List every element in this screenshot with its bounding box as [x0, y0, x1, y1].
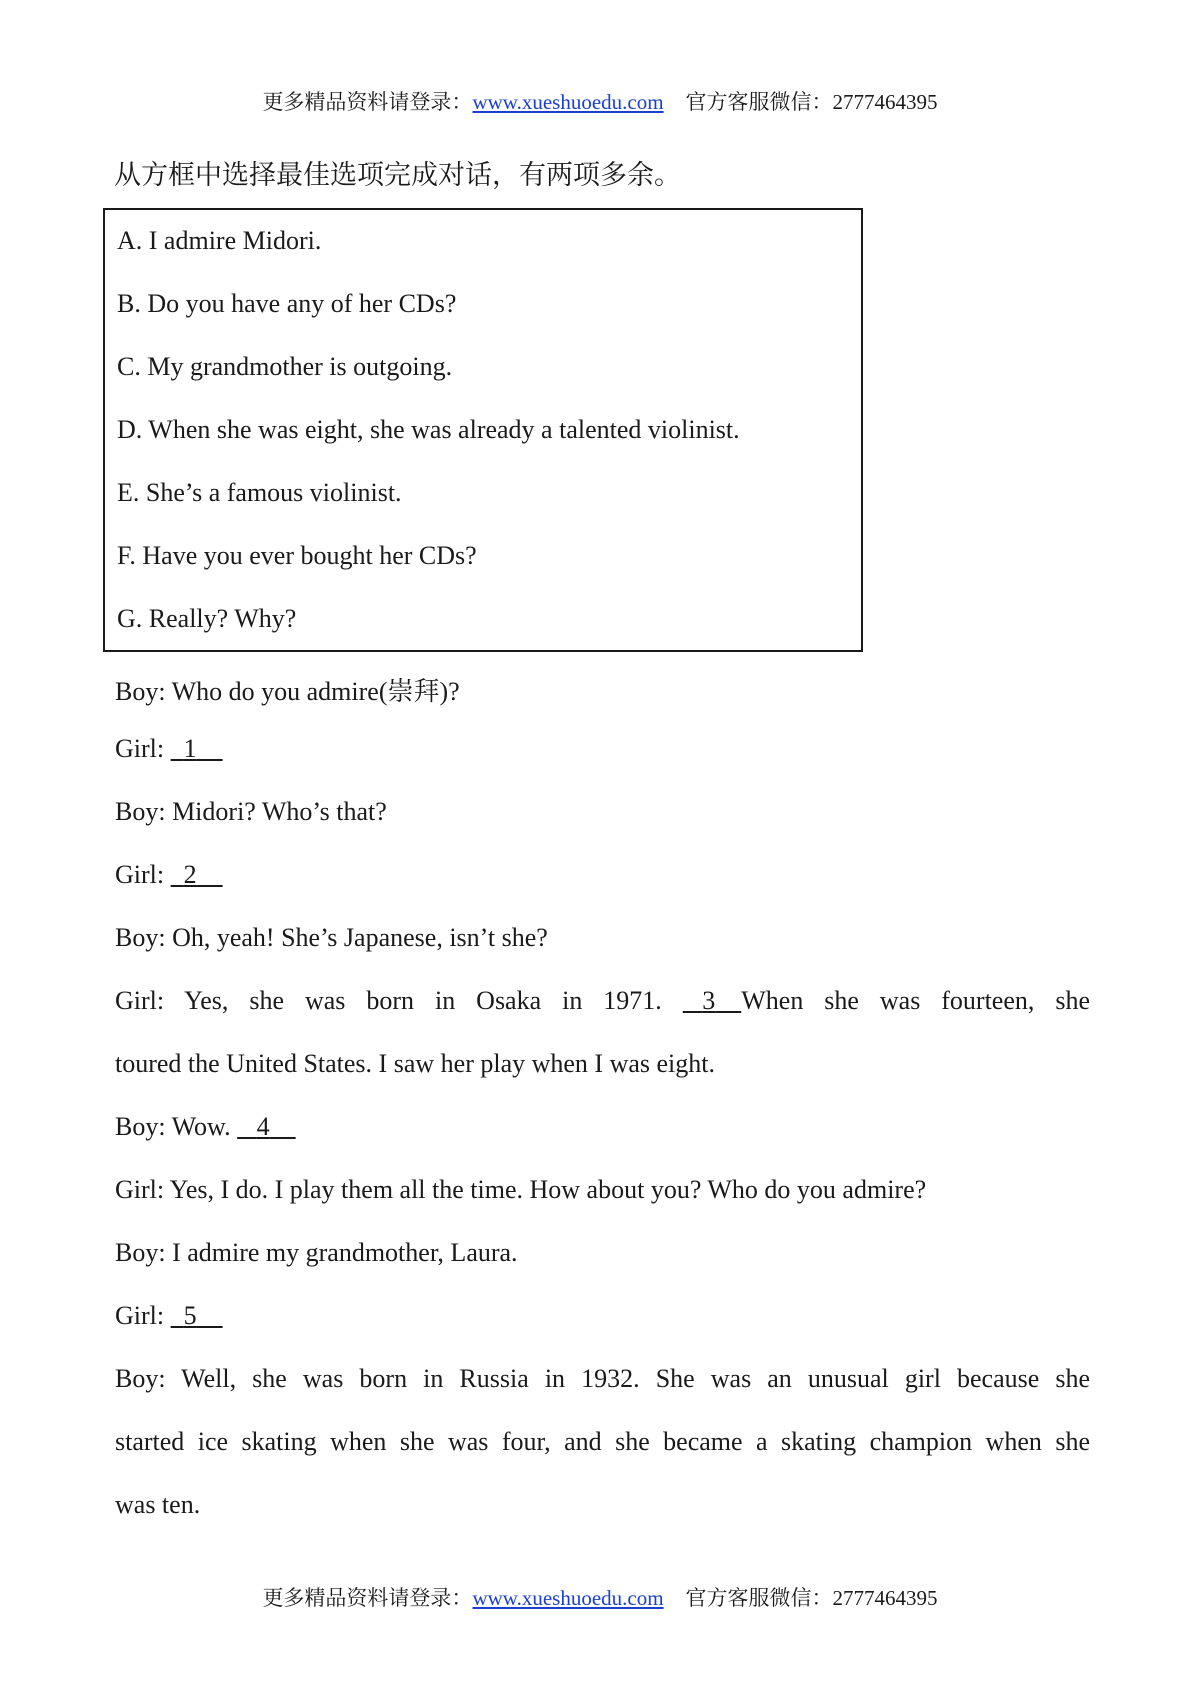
line-text: When she was fourteen, she — [741, 986, 1090, 1015]
dialogue-line: toured the United States. I saw her play when I was eight. — [115, 1049, 716, 1078]
dialogue-line: Boy: Oh, yeah! She’s Japanese, isn’t she? — [115, 923, 548, 952]
answer-blank-1[interactable]: 1 — [183, 734, 197, 763]
footer-service: 官方客服微信：2777464395 — [685, 1586, 938, 1610]
dialogue-line: Boy: I admire my grandmother, Laura. — [115, 1238, 518, 1267]
speaker-label: Girl: — [115, 860, 165, 889]
page-footer — [0, 1582, 1200, 1612]
dialogue-line: Boy: Who do you admire(崇拜)? — [115, 677, 460, 706]
dialogue-line: was ten. — [115, 1490, 201, 1519]
answer-blank-2[interactable]: 2 — [183, 860, 197, 889]
answer-blank-4[interactable]: 4 — [256, 1112, 270, 1141]
answer-blank-3[interactable]: 3 — [702, 986, 716, 1015]
instruction-title: 从方框中选择最佳选项完成对话，有两项多余。 — [114, 160, 681, 190]
dialogue-line — [115, 1301, 223, 1331]
footer-link[interactable]: www.xueshuoedu.com — [472, 1586, 664, 1610]
answer-blank-5[interactable]: 5 — [183, 1301, 197, 1330]
option-g: G. Really? Why? — [117, 604, 297, 633]
option-b: B. Do you have any of her CDs? — [117, 289, 457, 318]
page-header — [0, 86, 1200, 116]
header-link[interactable]: www.xueshuoedu.com — [472, 90, 664, 114]
dialogue-line — [115, 860, 223, 890]
speaker-label: Girl: — [115, 734, 165, 763]
dialogue-line — [115, 734, 223, 764]
dialogue-line: Girl: Yes, I do. I play them all the time. How about you? Who do you admire? — [115, 1175, 927, 1204]
option-e: E. She’s a famous violinist. — [117, 478, 402, 507]
options-box — [103, 208, 863, 652]
line-text: Boy: Wow. — [115, 1112, 231, 1141]
header-prefix: 更多精品资料请登录： — [262, 90, 473, 114]
dialogue-line: Boy: Midori? Who’s that? — [115, 797, 387, 826]
option-c: C. My grandmother is outgoing. — [117, 352, 453, 381]
line-text: Girl: Yes, she was born in Osaka in 1971. — [115, 986, 662, 1015]
dialogue-line — [115, 986, 1090, 1016]
option-f: F. Have you ever bought her CDs? — [117, 541, 477, 570]
dialogue-line — [115, 1112, 296, 1142]
speaker-label: Girl: — [115, 1301, 165, 1330]
dialogue-line: started ice skating when she was four, and she became a skating champion when she — [115, 1427, 1090, 1456]
header-service: 官方客服微信：2777464395 — [685, 90, 938, 114]
dialogue-line: Boy: Well, she was born in Russia in 1932. She was an unusual girl because she — [115, 1364, 1090, 1393]
option-d: D. When she was eight, she was already a talented violinist. — [117, 415, 740, 444]
option-a: A. I admire Midori. — [117, 226, 322, 255]
footer-prefix: 更多精品资料请登录： — [262, 1586, 473, 1610]
